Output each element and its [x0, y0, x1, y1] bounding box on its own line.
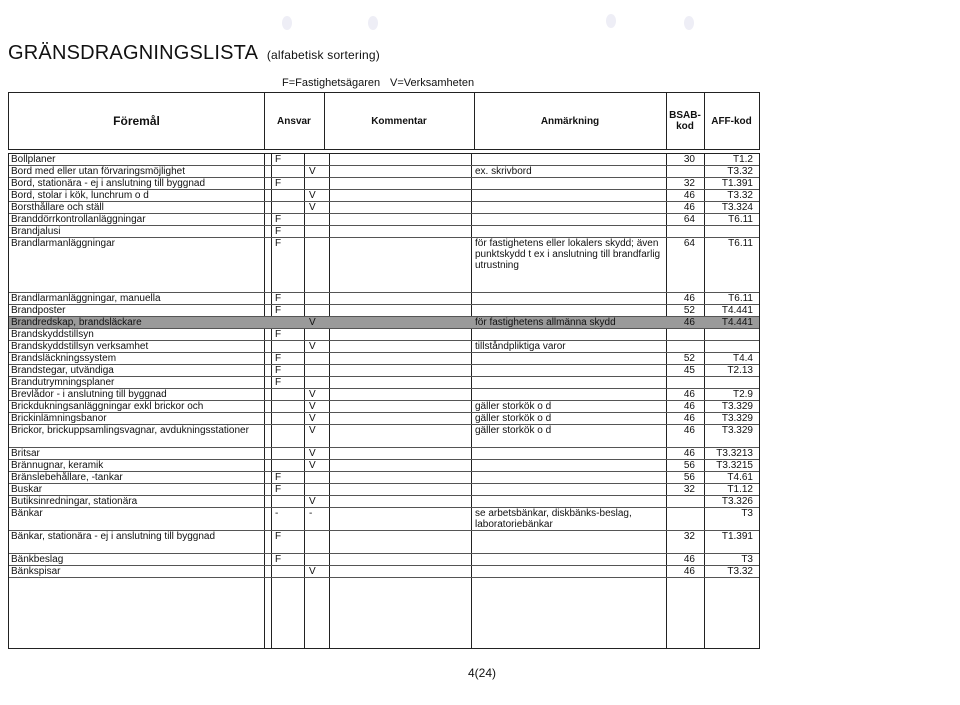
cell-owner: F: [275, 214, 282, 225]
cell-item: Bänkar, stationära - ej i anslutning till byggnad: [11, 531, 216, 542]
cell-aff: T6.11: [728, 293, 753, 304]
table-row: [9, 190, 759, 202]
cell-item: Brandskyddstillsyn verksamhet: [11, 341, 149, 352]
cell-aff: T4.441: [721, 317, 753, 328]
cell-item: Bord med eller utan förvaringsmöjlighet: [11, 166, 185, 177]
table-row: [9, 329, 759, 341]
table-row: [9, 214, 759, 226]
cell-owner: F: [275, 329, 282, 340]
cell-bsab: 46: [683, 566, 695, 577]
header-comment: Kommentar: [371, 115, 427, 127]
cell-remark: se arbetsbänkar, diskbänks-beslag, laboratoriebänkar: [475, 508, 632, 530]
cell-remark: ex. skrivbord: [475, 166, 532, 177]
cell-aff: T3.32: [727, 566, 753, 577]
cell-owner: -: [275, 508, 279, 519]
cell-bsab: 30: [683, 154, 695, 165]
cell-aff: T4.61: [727, 472, 753, 483]
cell-item: Brickinlämningsbanor: [11, 413, 107, 424]
table-row: [9, 472, 759, 484]
cell-aff: T4.4: [732, 353, 753, 364]
cell-remark: tillståndpliktiga varor: [475, 341, 566, 352]
data-table: [8, 153, 760, 649]
scan-artifact: [684, 16, 694, 30]
cell-item: Britsar: [11, 448, 40, 459]
cell-owner: F: [275, 531, 282, 542]
cell-item: Butiksinredningar, stationära: [11, 496, 138, 507]
cell-business: V: [309, 448, 316, 459]
cell-item: Brandlarmanläggningar: [11, 238, 115, 249]
cell-bsab: 46: [683, 448, 695, 459]
cell-remark: gäller storkök o d: [475, 401, 552, 412]
cell-aff: T3.32: [727, 166, 753, 177]
header-remark: Anmärkning: [540, 115, 600, 127]
cell-owner: F: [275, 178, 282, 189]
cell-item: Bollplaner: [11, 154, 56, 165]
cell-bsab: 46: [683, 317, 695, 328]
cell-bsab: 64: [683, 214, 695, 225]
table-row: [9, 365, 759, 377]
cell-aff: T3.326: [721, 496, 753, 507]
legend-owner: F=Fastighetsägaren: [282, 77, 381, 89]
table-row: [9, 496, 759, 508]
cell-bsab: 46: [683, 401, 695, 412]
cell-bsab: 56: [683, 472, 695, 483]
cell-owner: F: [275, 238, 282, 249]
header-bsab: BSAB- kod: [669, 110, 701, 132]
cell-bsab: 52: [683, 305, 695, 316]
cell-bsab: 46: [683, 389, 695, 400]
cell-aff: T3.3213: [716, 448, 753, 459]
table-row: [9, 508, 759, 531]
cell-owner: F: [275, 154, 282, 165]
cell-bsab: 46: [683, 190, 695, 201]
table-row: [9, 531, 759, 554]
header-item: Föremål: [113, 114, 160, 128]
cell-aff: T3.32: [727, 190, 753, 201]
title-text: GRÄNSDRAGNINGSLISTA: [8, 42, 258, 64]
scan-artifact: [606, 14, 616, 28]
cell-business: V: [309, 496, 316, 507]
table-row: [9, 425, 759, 448]
cell-bsab: 32: [683, 484, 695, 495]
title-subtitle: (alfabetisk sortering): [266, 48, 380, 62]
table-row: [9, 460, 759, 472]
cell-business: V: [309, 317, 316, 328]
table-row: [9, 226, 759, 238]
cell-business: V: [309, 566, 316, 577]
cell-aff: T1.2: [732, 154, 753, 165]
header-aff: AFF-kod: [711, 115, 752, 127]
cell-item: Brandjalusi: [11, 226, 61, 237]
table-row: [9, 413, 759, 425]
cell-owner: F: [275, 554, 282, 565]
cell-bsab: 64: [683, 238, 695, 249]
cell-owner: F: [275, 484, 282, 495]
table-row: [9, 166, 759, 178]
cell-bsab: 32: [683, 531, 695, 542]
cell-aff: T1.391: [721, 531, 753, 542]
cell-item: Brandposter: [11, 305, 66, 316]
cell-remark: för fastighetens allmänna skydd: [475, 317, 616, 328]
cell-item: Brännugnar, keramik: [11, 460, 104, 471]
table-row: [9, 448, 759, 460]
cell-item: Brickor, brickuppsamlingsvagnar, avdukningsstationer: [11, 425, 249, 436]
cell-item: Brevlådor - i anslutning till byggnad: [11, 389, 167, 400]
cell-item: Branddörrkontrollanläggningar: [11, 214, 146, 225]
cell-owner: F: [275, 472, 282, 483]
cell-item: Brandlarmanläggningar, manuella: [11, 293, 161, 304]
cell-business: V: [309, 401, 316, 412]
table-row: [9, 305, 759, 317]
cell-aff: T3: [741, 508, 753, 519]
page-number: 4(24): [468, 666, 497, 680]
cell-business: V: [309, 425, 316, 436]
table-row: [9, 554, 759, 566]
cell-owner: F: [275, 293, 282, 304]
cell-item: Brandredskap, brandsläckare: [11, 317, 142, 328]
table-header: [8, 92, 760, 150]
table-row: [9, 293, 759, 305]
scan-artifact: [368, 16, 378, 30]
scan-artifact: [282, 16, 292, 30]
cell-aff: T1.12: [727, 484, 753, 495]
cell-business: V: [309, 166, 316, 177]
cell-item: Bänkar: [11, 508, 43, 519]
cell-aff: T3.329: [721, 425, 753, 436]
cell-bsab: 46: [683, 413, 695, 424]
cell-remark: för fastighetens eller lokalers skydd; även punktskydd t ex i anslutning till brandfarlig utrustning: [475, 238, 661, 271]
table-row: [9, 178, 759, 190]
cell-remark: gäller storkök o d: [475, 425, 552, 436]
cell-bsab: 46: [683, 554, 695, 565]
cell-owner: F: [275, 353, 282, 364]
cell-bsab: 52: [683, 353, 695, 364]
table-row: [9, 341, 759, 353]
table-row: [9, 401, 759, 413]
legend-business: V=Verksamheten: [390, 77, 475, 89]
cell-owner: F: [275, 305, 282, 316]
cell-aff: T2.9: [732, 389, 753, 400]
cell-aff: T4.441: [721, 305, 753, 316]
cell-aff: T2.13: [727, 365, 753, 376]
cell-bsab: 56: [683, 460, 695, 471]
cell-item: Bränslebehållare, -tankar: [11, 472, 123, 483]
table-row: [9, 484, 759, 496]
table-row: [9, 154, 759, 166]
cell-bsab: 32: [683, 178, 695, 189]
cell-item: Brandutrymningsplaner: [11, 377, 115, 388]
cell-business: V: [309, 341, 316, 352]
cell-business: V: [309, 202, 316, 213]
cell-item: Buskar: [11, 484, 43, 495]
table-row: [9, 377, 759, 389]
table-row: [9, 353, 759, 365]
header-responsible: Ansvar: [277, 115, 311, 127]
cell-item: Bänkspisar: [11, 566, 61, 577]
cell-bsab: 46: [683, 202, 695, 213]
cell-item: Brandskyddstillsyn: [11, 329, 94, 340]
cell-business: V: [309, 190, 316, 201]
cell-business: -: [309, 508, 313, 519]
cell-aff: T3.324: [721, 202, 753, 213]
cell-business: V: [309, 413, 316, 424]
cell-aff: T3.329: [721, 413, 753, 424]
table-row: [9, 389, 759, 401]
cell-owner: F: [275, 365, 282, 376]
cell-item: Borsthållare och ställ: [11, 202, 104, 213]
cell-remark: gäller storkök o d: [475, 413, 552, 424]
cell-owner: F: [275, 377, 282, 388]
cell-bsab: 46: [683, 425, 695, 436]
cell-bsab: 45: [683, 365, 695, 376]
cell-owner: F: [275, 226, 282, 237]
cell-aff: T6.11: [728, 238, 753, 249]
cell-item: Brandstegar, utvändiga: [11, 365, 114, 376]
cell-aff: T1.391: [721, 178, 753, 189]
cell-business: V: [309, 460, 316, 471]
page-title: [8, 42, 380, 65]
table-row: [9, 317, 759, 329]
table-row: [9, 566, 759, 578]
cell-bsab: 46: [683, 293, 695, 304]
cell-item: Bänkbeslag: [11, 554, 64, 565]
cell-item: Bord, stolar i kök, lunchrum o d: [11, 190, 149, 201]
table-row: [9, 238, 759, 293]
cell-aff: T3.3215: [716, 460, 753, 471]
table-row: [9, 202, 759, 214]
cell-aff: T3.329: [721, 401, 753, 412]
cell-item: Bord, stationära - ej i anslutning till byggnad: [11, 178, 206, 189]
cell-aff: T3: [741, 554, 753, 565]
cell-item: Brandsläckningssystem: [11, 353, 117, 364]
cell-business: V: [309, 389, 316, 400]
cell-aff: T6.11: [728, 214, 753, 225]
cell-item: Brickdukningsanläggningar exkl brickor och: [11, 401, 204, 412]
